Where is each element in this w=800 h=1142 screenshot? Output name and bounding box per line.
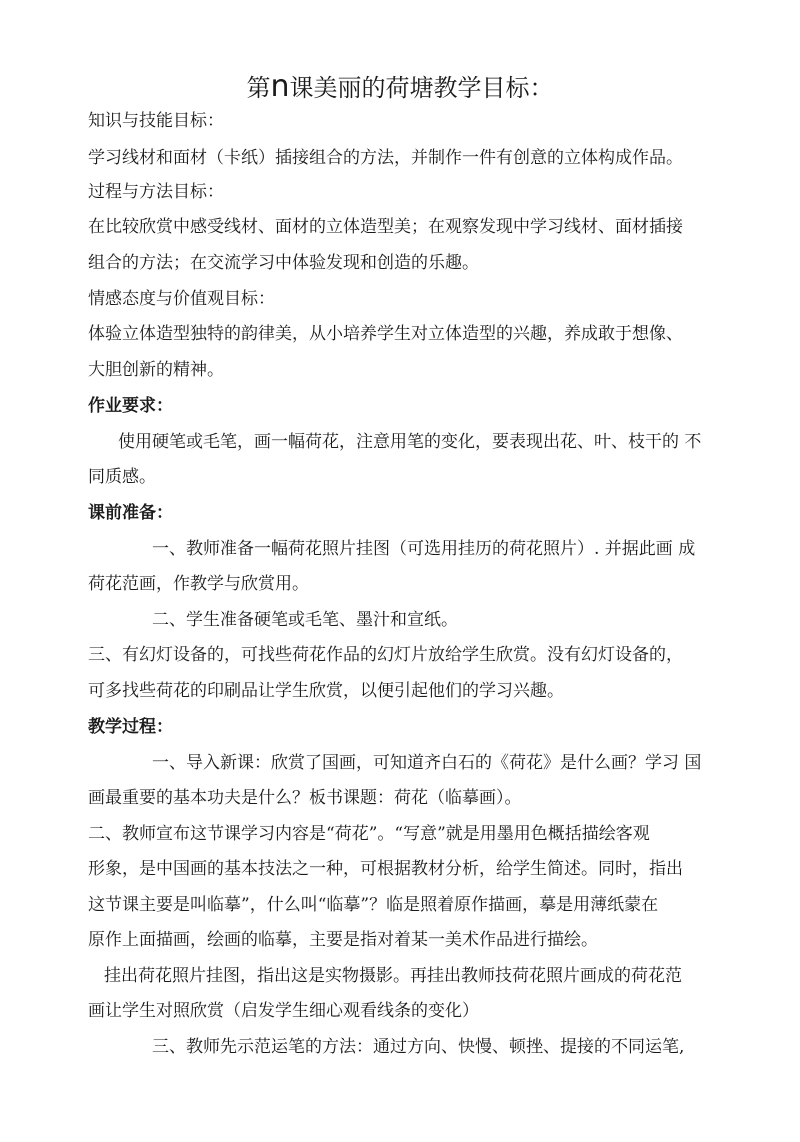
paragraph-line: 体验立体造型独特的韵律美，从小培养学生对立体造型的兴趣，养成敢于想像、 (88, 324, 683, 344)
title-suffix: 课美丽的荷塘教学目标： (289, 74, 554, 102)
page-title (0, 69, 800, 104)
paragraph-line: 组合的方法；在交流学习中体验发现和创造的乐趣。 (88, 253, 479, 273)
heading-teaching-process: 教学过程： (88, 717, 173, 737)
paragraph-line: 荷花范画，作教学与欣赏用。 (88, 574, 309, 594)
paragraph-line: 这节课主要是叫临摹”，什么叫“临摹”？临是照着原作描画，摹是用薄纸蒙在 (88, 895, 659, 915)
paragraph-line: 画最重要的基本功夫是什么？板书课题：荷花（临摹画）。 (88, 788, 522, 808)
heading-preparation: 课前准备： (88, 503, 173, 523)
paragraph-line: 二、学生准备硬笔或毛笔、墨汁和宣纸。 (152, 610, 458, 630)
paragraph-line: 挂出荷花照片挂图，指出这是实物摄影。再挂出教师技荷花照片画成的荷花范 (104, 966, 682, 986)
paragraph-line: 二、教师宣布这节课学习内容是“荷花”。“写意”就是用墨用色概括描绘客观 (88, 824, 650, 844)
paragraph-line: 在比较欣赏中感受线材、面材的立体造型美；在观察发现中学习线材、面材插接 (88, 217, 683, 237)
paragraph-line: 三、教师先示范运笔的方法：通过方向、快慢、顿挫、提接的不同运笔, (152, 1037, 685, 1057)
title-lesson-number: n (270, 69, 290, 104)
paragraph-line: 形象，是中国画的基本技法之一种，可根据教材分析，给学生简述。同时，指出 (88, 859, 683, 879)
paragraph-line: 使用硬笔或毛笔，画一幅荷花，注意用笔的变化，要表现出花、叶、枝干的 不 (118, 432, 702, 452)
section-label-knowledge: 知识与技能目标： (88, 111, 224, 131)
title-prefix: 第 (246, 74, 271, 102)
paragraph-line: 一、教师准备一幅荷花照片挂图（可选用挂历的荷花照片）. 并据此画 成 (152, 539, 696, 559)
section-label-process: 过程与方法目标： (88, 182, 224, 202)
paragraph-line: 三、有幻灯设备的，可找些荷花作品的幻灯片放给学生欣赏。没有幻灯设备的， (88, 645, 683, 665)
paragraph-line: 原作上面描画，绘画的临摹，主要是指对着某一美术作品进行描绘。 (88, 930, 598, 950)
paragraph-line: 画让学生对照欣赏（启发学生细心观看线条的变化） (88, 1001, 479, 1021)
paragraph-line: 可多找些荷花的印刷品让学生欣赏，以便引起他们的学习兴趣。 (88, 681, 564, 701)
paragraph-line: 一、导入新课：欣赏了国画，可知道齐白石的《荷花》是什么画？学习 国 (152, 753, 702, 773)
paragraph-line: 同质感。 (88, 467, 156, 487)
section-label-emotion: 情感态度与价值观目标： (88, 289, 275, 309)
paragraph-line: 学习线材和面材（卡纸）插接组合的方法，并制作一件有创意的立体构成作品。 (88, 148, 683, 168)
heading-homework: 作业要求： (88, 396, 173, 416)
paragraph-line: 大胆创新的精神。 (88, 360, 224, 380)
